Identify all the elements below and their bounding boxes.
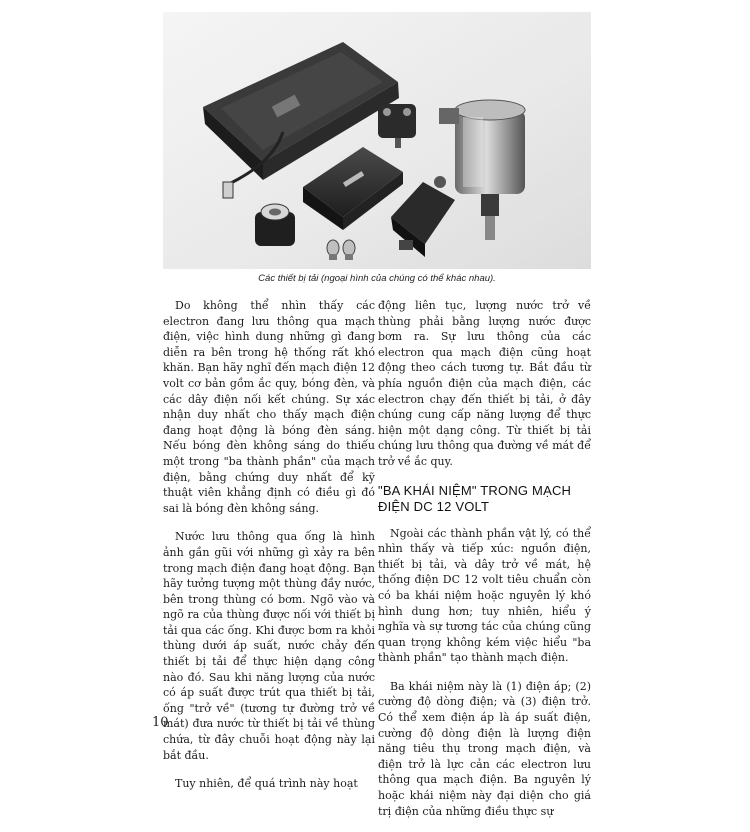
paragraph-continuation: động liên tục, lượng nước trở về thùng phải bằng lượng nước được bơm ra. Sự lưu thông của các electron qua mạch điện cũng hoạt động theo cách tương tự. Bắt đầu từ phía nguồn điện của mạch điện, các electron chạy đến thiết bị tải, ở đây chúng cung cấp năng lượng để thực hiện một dạng công. Từ thiết bị tải chúng lưu thông qua đường về mát để trở về ắc quy. [378,299,591,468]
right-column [378,298,591,832]
round-sensor [255,204,295,246]
paragraph: Ngoài các thành phần vật lý, có thể nhìn thấy và tiếp xúc: nguồn điện, thiết bị tải, và dây trở về mát, hệ thống điện DC 12 volt tiêu chuẩn còn có ba khái niệm hoặc nguyên lý khó hình dung hơn; tuy nhiên, hiểu ý nghĩa và sự tương tác của chúng cũng quan trọng không kém việc hiểu "ba thành phần" tạo thành mạch điện. [378,526,591,665]
figure-caption: Các thiết bị tải (ngoại hình của chúng có thể khác nhau). [258,273,496,284]
section-heading: "BA KHÁI NIỆM" TRONG MẠCH ĐIỆN DC 12 VOLT [378,482,572,514]
paragraph: Do không thể nhìn thấy các electron đang lưu thông qua mạch điện, việc hình dung những gì đang diễn ra bên trong hệ thống rất khó khăn. Bạn hãy nghĩ đến mạch điện 12 volt cơ bản gồm ắc quy, bóng đèn, và các dây điện nối kết chúng. Sự xác nhận duy nhất cho thấy mạch điện đang hoạt động là bóng đèn sáng. Nếu bóng đèn không sáng do thiếu một trong "ba thành phần" của mạch điện, bằng chứng duy nhất để kỹ thuật viên khẳng định có điều gì đó sai là bóng đèn không sáng. [163,299,375,515]
left-column [163,298,375,805]
load-devices-photo [163,12,591,269]
paragraph: Ba khái niệm này là (1) điện áp; (2) cường độ dòng điện; và (3) điện trở. Có thể xem điện áp là áp suất điện, cường độ dòng điện là lượng điện năng tiêu thụ trong mạch điện, và điện trở là lực cản các electron lưu thông qua mạch điện. Ba nguyên lý hoặc khái niệm này đại diện cho giá trị điện của những điều thực sự [378,679,591,818]
paragraph: Tuy nhiên, để quá trình này hoạt [175,777,358,791]
page-number: 10 [152,715,169,730]
paragraph: Nước lưu thông qua ống là hình ảnh gần gũi với những gì xảy ra bên trong mạch điện đang hoạt động. Bạn hãy tưởng tượng một thùng đầy nước, bên trong thùng có bơm. Ngõ vào và ngõ ra của thùng được nối với thiết bị tải qua các ống. Khi được bơm ra khỏi thùng dưới áp suất, nước chảy đến thiết bị tải để thực hiện dạng công nào đó. Sau khi năng lượng của nước có áp suất được trút qua thiết bị tải, ống "trở về" (tương tự đường trở về mát) đưa nước từ thiết bị tải về thùng chứa, từ đây chuỗi hoạt động này lại bắt đầu. [163,530,375,762]
